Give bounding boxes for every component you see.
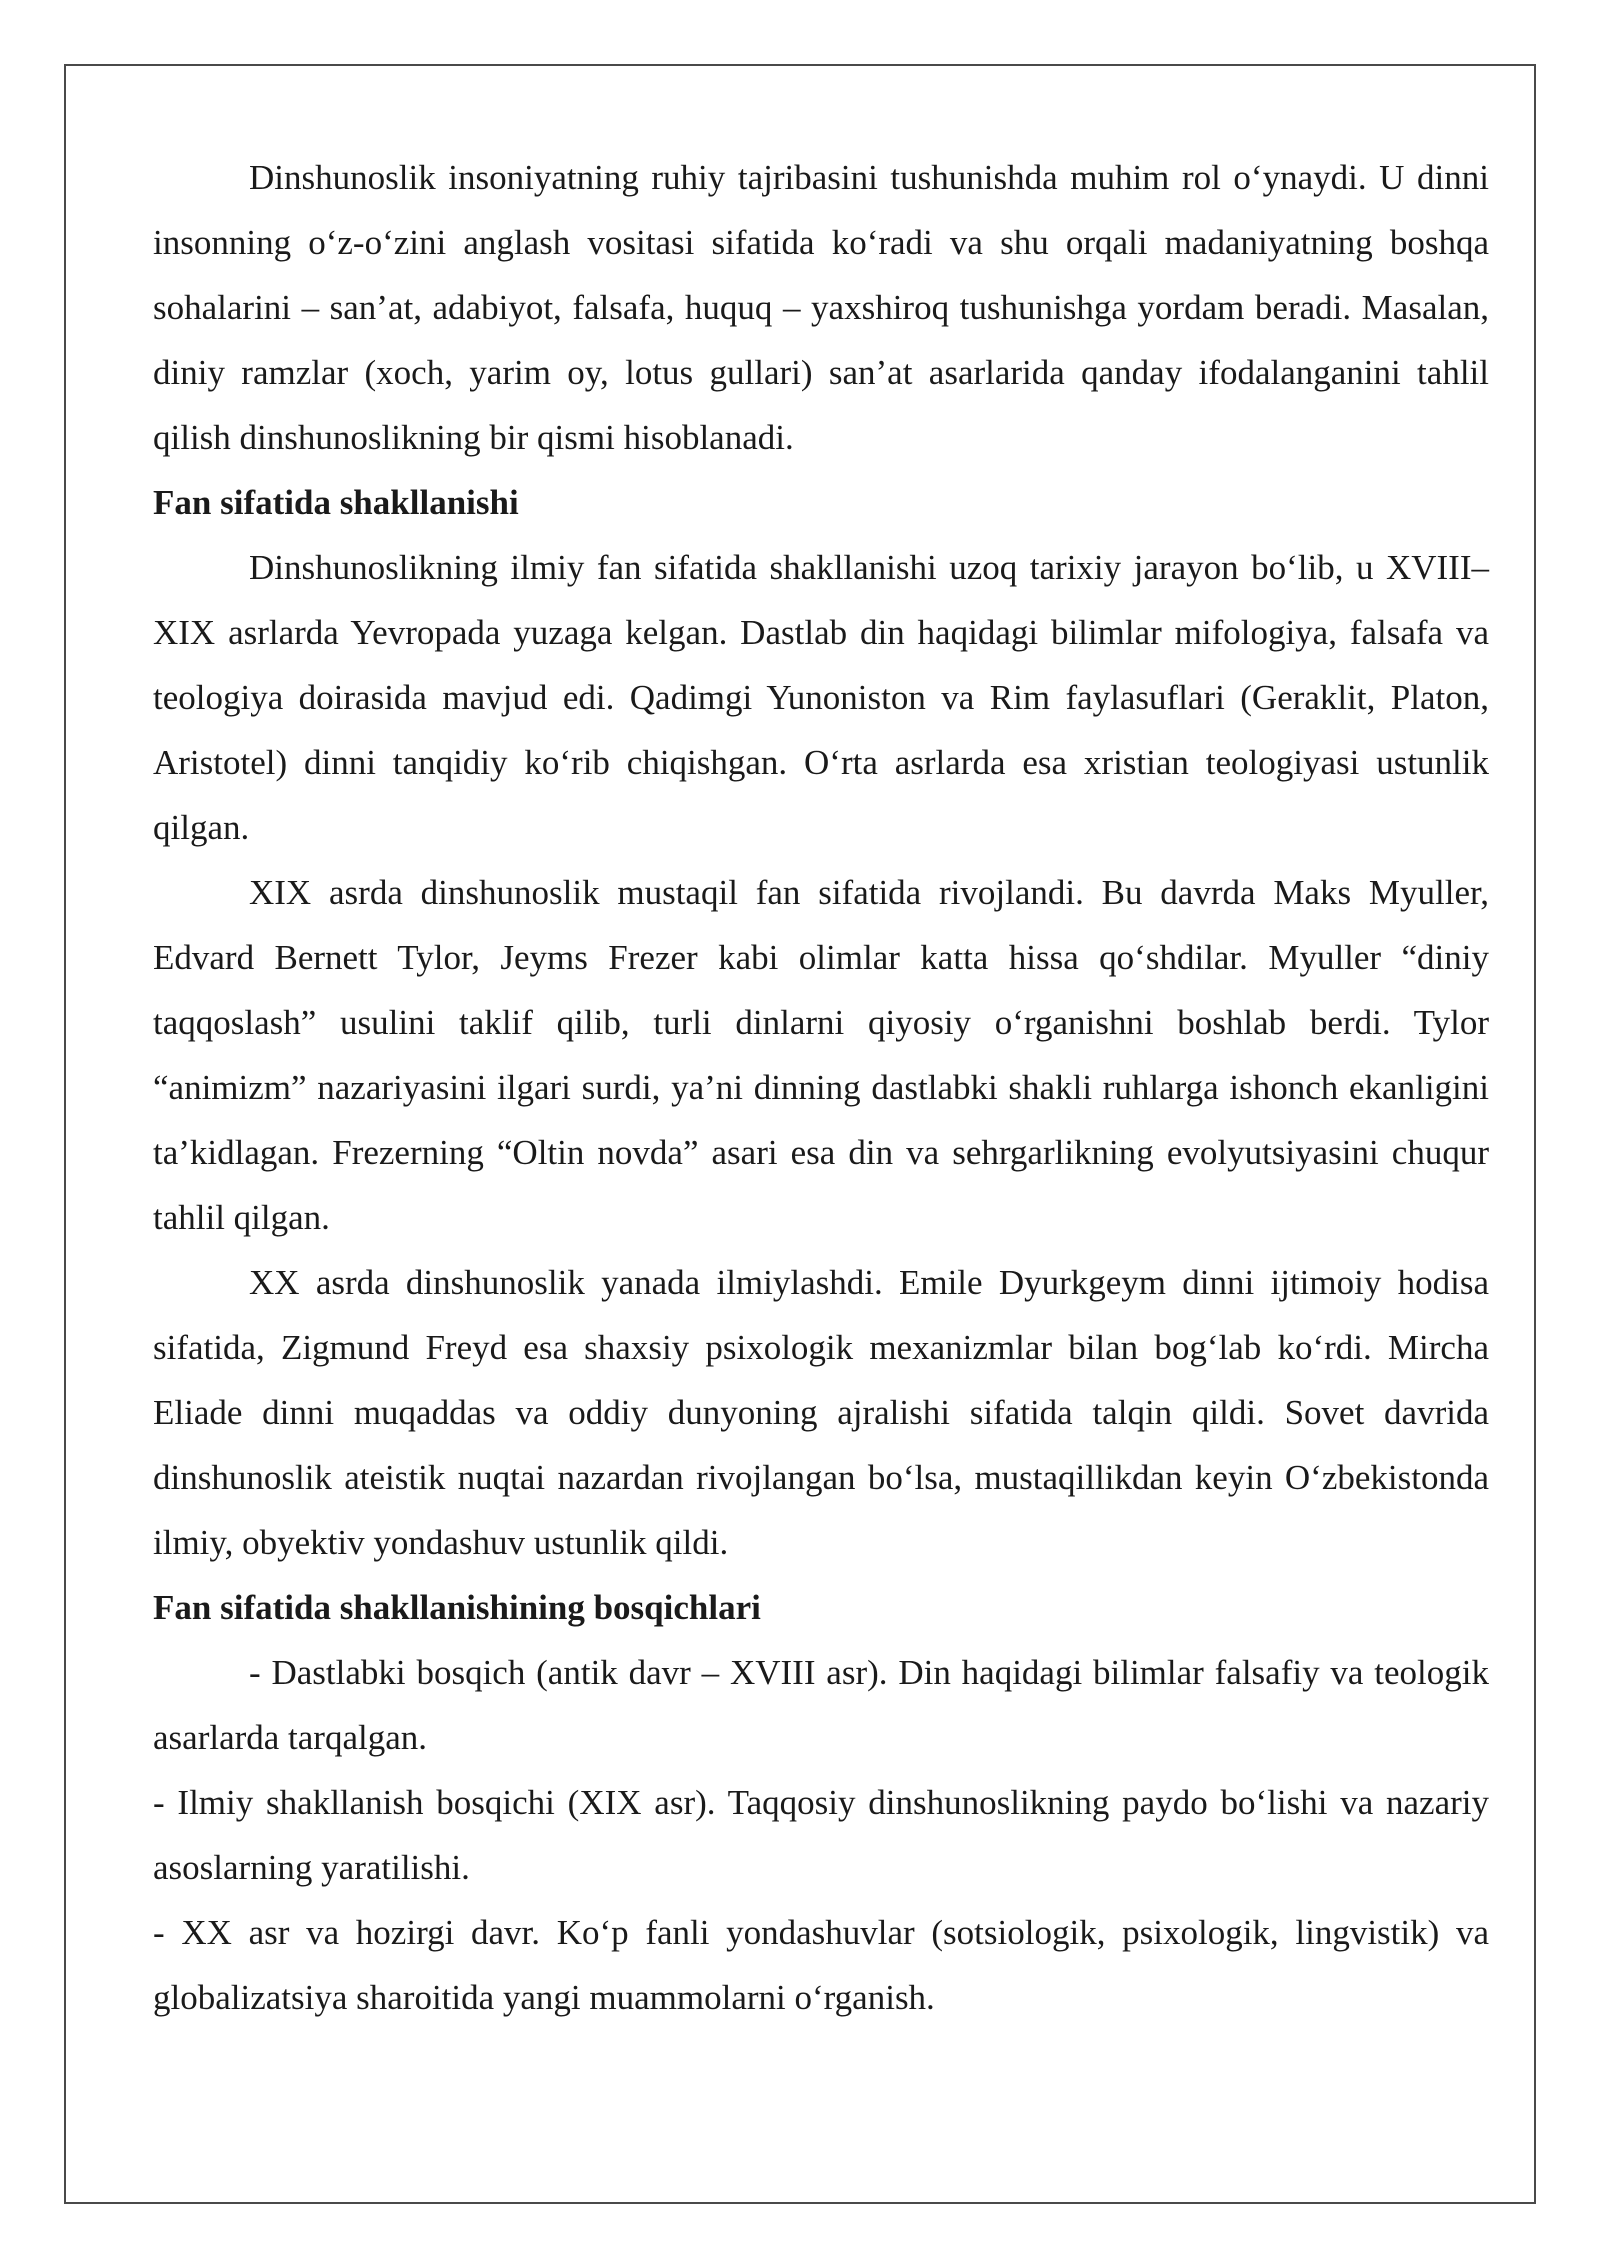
paragraph-intro: Dinshunoslik insoniyatning ruhiy tajribasini tushunishda muhim rol o‘ynaydi. U dinni insonning o‘z-o‘zini anglash vositasi sifatida ko‘radi va shu orqali madaniyatning boshqa sohalarini – san’at, adabiyot, falsafa, huquq – yaxshiroq tushunishga yordam beradi. Masalan, diniy ramzlar (xoch, yarim oy, lotus gullari) san’at asarlarida qanday ifodalanganini tahlil qilish dinshunoslikning bir qismi hisoblanadi. xyxy=(153,158,1489,457)
paragraph-19th-century: XIX asrda dinshunoslik mustaqil fan sifatida rivojlandi. Bu davrda Maks Myuller, Edvard Bernett Tylor, Jeyms Frezer kabi olimlar katta hissa qo‘shdilar. Myuller “diniy taqqoslash” usulini taklif qilib, turli dinlarni qiyosiy o‘rganishni boshlab berdi. Tylor “animizm” nazariyasini ilgari surdi, ya’ni dinning dastlabki shakli ruhlarga ishonch ekanligini ta’kidlagan. Frezerning “Oltin novda” asari esa din va sehrgarlikning evolyutsiyasini chuqur tahlil qilgan. xyxy=(153,873,1489,1237)
paragraph-20th-century: XX asrda dinshunoslik yanada ilmiylashdi. Emile Dyurkgeym dinni ijtimoiy hodisa sifatida, Zigmund Freyd esa shaxsiy psixologik mexanizmlar bilan bog‘lab ko‘rdi. Mircha Eliade dinni muqaddas va oddiy dunyoning ajralishi sifatida talqin qildi. Sovet davrida dinshunoslik ateistik nuqtai nazardan rivojlangan bo‘lsa, mustaqillikdan keyin O‘zbekistonda ilmiy, obyektiv yondashuv ustunlik qildi. xyxy=(153,1263,1489,1562)
stage-item-3: - XX asr va hozirgi davr. Ko‘p fanli yondashuvlar (sotsiologik, psixologik, lingvistik) va globalizatsiya sharoitida yangi muammolarni o‘rganish. xyxy=(153,1913,1489,2017)
section-heading-stages: Fan sifatida shakllanishining bosqichlari xyxy=(153,1588,761,1627)
stage-item-1: - Dastlabki bosqich (antik davr – XVIII asr). Din haqidagi bilimlar falsafiy va teologik asarlarda tarqalgan. xyxy=(153,1653,1489,1757)
section-heading-formation: Fan sifatida shakllanishi xyxy=(153,483,519,522)
stage-item-2: - Ilmiy shakllanish bosqichi (XIX asr). Taqqosiy dinshunoslikning paydo bo‘lishi va nazariy asoslarning yaratilishi. xyxy=(153,1783,1489,1887)
document-body xyxy=(153,145,1489,2030)
paragraph-history: Dinshunoslikning ilmiy fan sifatida shakllanishi uzoq tarixiy jarayon bo‘lib, u XVIII–XIX asrlarda Yevropada yuzaga kelgan. Dastlab din haqidagi bilimlar mifologiya, falsafa va teologiya doirasida mavjud edi. Qadimgi Yunoniston va Rim faylasuflari (Geraklit, Platon, Aristotel) dinni tanqidiy ko‘rib chiqishgan. O‘rta asrlarda esa xristian teologiyasi ustunlik qilgan. xyxy=(153,548,1489,847)
